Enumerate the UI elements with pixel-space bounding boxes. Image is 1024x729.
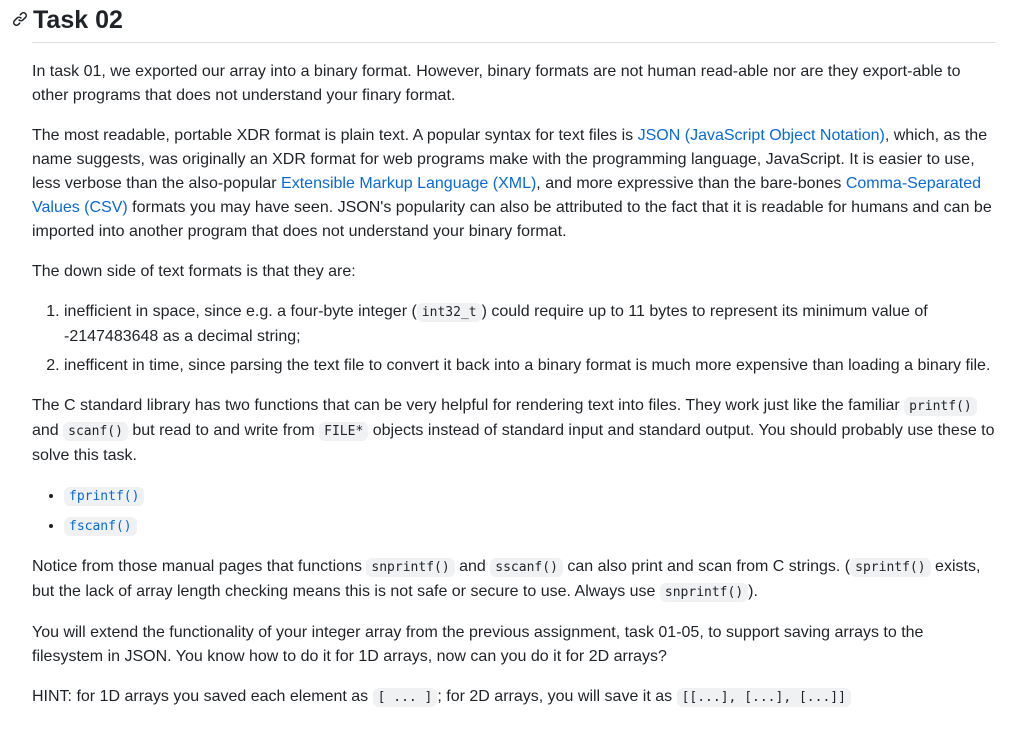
json-paragraph: The most readable, portable XDR format is plain text. A popular syntax for text files is JSON (JavaScript Object Notation), which, as the name suggests, was originally an XDR format for web programs make with the programming language, JavaScript. It is easier to use, less verbose than the also-popular Extensible Markup Language (XML), and more expressive than the bare-bones Comma-Separated Values (CSV) formats you may have seen. JSON's popularity can also be attributed to the fact that it is readable for humans and can be imported into another program that does not understand your binary format. xyxy=(32,127,992,240)
json-link[interactable]: JSON (JavaScript Object Notation) xyxy=(637,127,885,144)
inline-code: sscanf() xyxy=(490,558,563,577)
list-item xyxy=(64,514,998,539)
downside-intro: The down side of text formats is that they are: xyxy=(32,263,356,280)
inline-code: [ ... ] xyxy=(373,688,438,707)
fprintf-link[interactable]: fprintf() xyxy=(64,487,144,504)
inline-code: FILE* xyxy=(319,422,368,441)
hint-paragraph: HINT: for 1D arrays you saved each element as [ ... ] ; for 2D arrays, you will save it as [[...], [...], [...]] xyxy=(32,685,998,710)
inline-code: [[...], [...], [...]] xyxy=(677,688,851,707)
extend-paragraph: You will extend the functionality of your integer array from the previous assignment, task 01-05, to support saving arrays to the filesystem in JSON. You know how to do it for 1D arrays, now can you do it for 2D arrays? xyxy=(32,624,924,665)
xml-link[interactable]: Extensible Markup Language (XML) xyxy=(281,175,537,192)
intro-paragraph: In task 01, we exported our array into a binary format. However, binary formats are not human read-able nor are they export-able to other programs that does not understand your finary format. xyxy=(32,63,961,104)
list-item xyxy=(64,484,998,509)
notice-paragraph: Notice from those manual pages that functions snprintf() and sscanf() can also print and scan from C strings. ( sprintf() exists, but the lack of array length checking means this is not safe or secure to use. Always use snprintf() ). xyxy=(32,558,981,600)
fscanf-link[interactable]: fscanf() xyxy=(64,517,137,534)
inline-code: printf() xyxy=(904,397,977,416)
list-item: 1. inefficient in space, since e.g. a four-byte integer ( int32_t ) could require up to 11 bytes to represent its minimum value of -2147483648 as a decimal string; xyxy=(64,300,998,349)
inline-code: sprintf() xyxy=(850,558,930,577)
inline-code: scanf() xyxy=(63,422,128,441)
function-list xyxy=(32,484,998,539)
downside-list xyxy=(32,300,998,378)
list-item: 2. inefficent in time, since parsing the text file to convert it back into a binary format is much more expensive than loading a binary file. xyxy=(64,354,998,378)
heading-title: Task 02 xyxy=(33,6,123,34)
stdlib-paragraph: The C standard library has two functions that can be very helpful for rendering text into files. They work just like the familiar printf() and scanf() but read to and write from FILE* objects instead of standard input and standard output. You should probably use these to solve this task. xyxy=(32,397,995,464)
heading-divider xyxy=(32,42,995,43)
task-heading xyxy=(12,2,123,38)
csv-link[interactable]: Comma-Separated Values (CSV) xyxy=(32,175,981,216)
markdown-body xyxy=(32,60,998,726)
inline-code: int32_t xyxy=(417,303,482,322)
inline-code: snprintf() xyxy=(366,558,454,577)
link-icon[interactable] xyxy=(12,11,30,29)
inline-code: snprintf() xyxy=(660,583,748,602)
